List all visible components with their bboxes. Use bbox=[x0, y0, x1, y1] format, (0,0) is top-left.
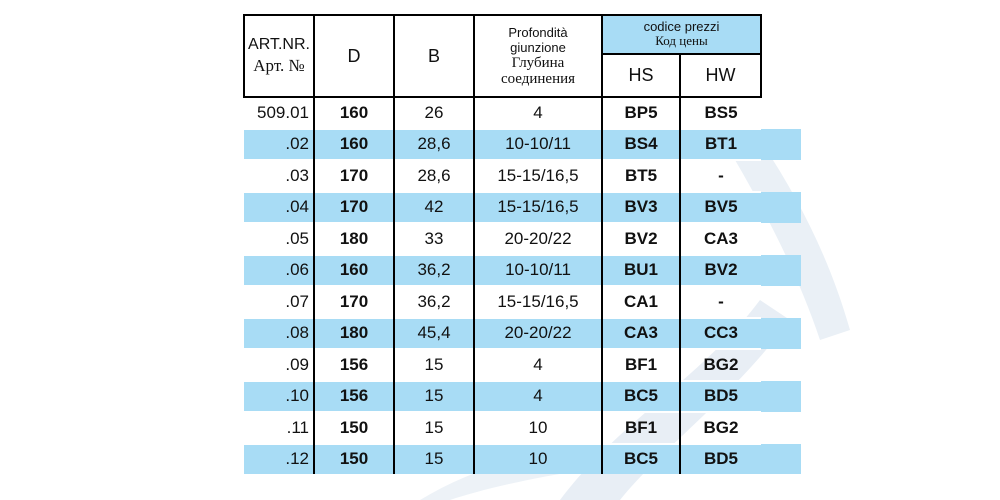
header-art-nr bbox=[244, 15, 314, 97]
cell-art-nr: .02 bbox=[244, 129, 314, 161]
cell-b: 45,4 bbox=[394, 318, 474, 350]
header-price-code bbox=[602, 15, 761, 54]
cell-hw: BS5 bbox=[680, 97, 761, 129]
row-band-extension bbox=[761, 349, 801, 381]
cell-hw: BD5 bbox=[680, 381, 761, 413]
cell-hw: CA3 bbox=[680, 223, 761, 255]
table-row bbox=[244, 255, 801, 287]
cell-art-nr: .10 bbox=[244, 381, 314, 413]
cell-d: 180 bbox=[314, 223, 394, 255]
cell-art-nr: .06 bbox=[244, 255, 314, 287]
cell-hw: - bbox=[680, 286, 761, 318]
cell-art-nr: .09 bbox=[244, 349, 314, 381]
row-band-extension bbox=[761, 286, 801, 318]
cell-d: 156 bbox=[314, 349, 394, 381]
header-depth bbox=[474, 15, 602, 97]
cell-hw: BG2 bbox=[680, 412, 761, 444]
cell-art-nr: .11 bbox=[244, 412, 314, 444]
header-d: D bbox=[314, 15, 394, 97]
row-band-extension bbox=[761, 129, 801, 161]
row-band-extension bbox=[761, 444, 801, 475]
cell-depth: 15-15/16,5 bbox=[474, 286, 602, 318]
cell-hs: BU1 bbox=[602, 255, 680, 287]
cell-hs: BV2 bbox=[602, 223, 680, 255]
cell-b: 15 bbox=[394, 381, 474, 413]
cell-depth: 4 bbox=[474, 381, 602, 413]
cell-hs: BC5 bbox=[602, 381, 680, 413]
cell-b: 15 bbox=[394, 444, 474, 475]
row-band-extension bbox=[761, 318, 801, 350]
header-depth-it-1: Profondità bbox=[508, 24, 568, 40]
cell-b: 28,6 bbox=[394, 129, 474, 161]
row-band-extension bbox=[761, 223, 801, 255]
cell-d: 150 bbox=[314, 444, 394, 475]
row-band-extension bbox=[761, 255, 801, 287]
row-band-extension bbox=[761, 97, 801, 129]
cell-hs: BC5 bbox=[602, 444, 680, 475]
table-row bbox=[244, 129, 801, 161]
cell-hs: BF1 bbox=[602, 412, 680, 444]
cell-hw: BV5 bbox=[680, 192, 761, 224]
table-row bbox=[244, 160, 801, 192]
cell-hw: - bbox=[680, 160, 761, 192]
cell-depth: 10-10/11 bbox=[474, 255, 602, 287]
row-band-extension bbox=[761, 192, 801, 224]
cell-depth: 15-15/16,5 bbox=[474, 160, 602, 192]
cell-art-nr: .07 bbox=[244, 286, 314, 318]
table-row bbox=[244, 381, 801, 413]
cell-hw: BV2 bbox=[680, 255, 761, 287]
cell-art-nr: 509.01 bbox=[244, 97, 314, 129]
table-row bbox=[244, 349, 801, 381]
cell-depth: 10 bbox=[474, 444, 602, 475]
cell-hw: BT1 bbox=[680, 129, 761, 161]
cell-art-nr: .08 bbox=[244, 318, 314, 350]
cell-depth: 4 bbox=[474, 349, 602, 381]
cell-b: 36,2 bbox=[394, 255, 474, 287]
header-art-nr-label: ART.NR. bbox=[248, 35, 310, 53]
cell-d: 160 bbox=[314, 97, 394, 129]
header-price-code-ru: Код цены bbox=[655, 33, 708, 49]
cell-hs: BF1 bbox=[602, 349, 680, 381]
table-row bbox=[244, 444, 801, 475]
cell-d: 160 bbox=[314, 129, 394, 161]
cell-depth: 20-20/22 bbox=[474, 318, 602, 350]
cell-b: 15 bbox=[394, 349, 474, 381]
cell-art-nr: .04 bbox=[244, 192, 314, 224]
table-row bbox=[244, 97, 801, 129]
cell-d: 160 bbox=[314, 255, 394, 287]
header-b: B bbox=[394, 15, 474, 97]
header-art-nr-ru-label: Арт. № bbox=[253, 56, 305, 76]
cell-hw: BD5 bbox=[680, 444, 761, 475]
cell-d: 150 bbox=[314, 412, 394, 444]
cell-hs: BT5 bbox=[602, 160, 680, 192]
header-depth-ru-2: соединения bbox=[500, 70, 576, 87]
cell-art-nr: .05 bbox=[244, 223, 314, 255]
cell-d: 170 bbox=[314, 160, 394, 192]
cell-b: 33 bbox=[394, 223, 474, 255]
cell-hs: BV3 bbox=[602, 192, 680, 224]
cell-depth: 20-20/22 bbox=[474, 223, 602, 255]
cell-hs: BS4 bbox=[602, 129, 680, 161]
table-row bbox=[244, 412, 801, 444]
cell-hs: CA1 bbox=[602, 286, 680, 318]
cell-hw: CC3 bbox=[680, 318, 761, 350]
header-hs: HS bbox=[602, 54, 680, 97]
cell-hw: BG2 bbox=[680, 349, 761, 381]
table-row bbox=[244, 192, 801, 224]
header-hw: HW bbox=[680, 54, 761, 97]
row-band-extension bbox=[761, 381, 801, 413]
cell-b: 36,2 bbox=[394, 286, 474, 318]
cell-hs: BP5 bbox=[602, 97, 680, 129]
cell-depth: 10-10/11 bbox=[474, 129, 602, 161]
cell-b: 28,6 bbox=[394, 160, 474, 192]
specification-table bbox=[243, 14, 802, 474]
cell-b: 26 bbox=[394, 97, 474, 129]
row-band-extension bbox=[761, 160, 801, 192]
cell-art-nr: .12 bbox=[244, 444, 314, 475]
header-depth-ru-1: Глубина bbox=[511, 54, 565, 71]
cell-b: 42 bbox=[394, 192, 474, 224]
cell-b: 15 bbox=[394, 412, 474, 444]
table-row bbox=[244, 318, 801, 350]
cell-depth: 10 bbox=[474, 412, 602, 444]
cell-d: 170 bbox=[314, 286, 394, 318]
cell-art-nr: .03 bbox=[244, 160, 314, 192]
header-depth-it-2: giunzione bbox=[510, 40, 566, 56]
table-row bbox=[244, 286, 801, 318]
cell-depth: 15-15/16,5 bbox=[474, 192, 602, 224]
cell-d: 156 bbox=[314, 381, 394, 413]
cell-hs: CA3 bbox=[602, 318, 680, 350]
table-row bbox=[244, 223, 801, 255]
cell-d: 180 bbox=[314, 318, 394, 350]
cell-depth: 4 bbox=[474, 97, 602, 129]
row-band-extension bbox=[761, 412, 801, 444]
cell-d: 170 bbox=[314, 192, 394, 224]
header-price-code-it: codice prezzi bbox=[643, 19, 720, 35]
